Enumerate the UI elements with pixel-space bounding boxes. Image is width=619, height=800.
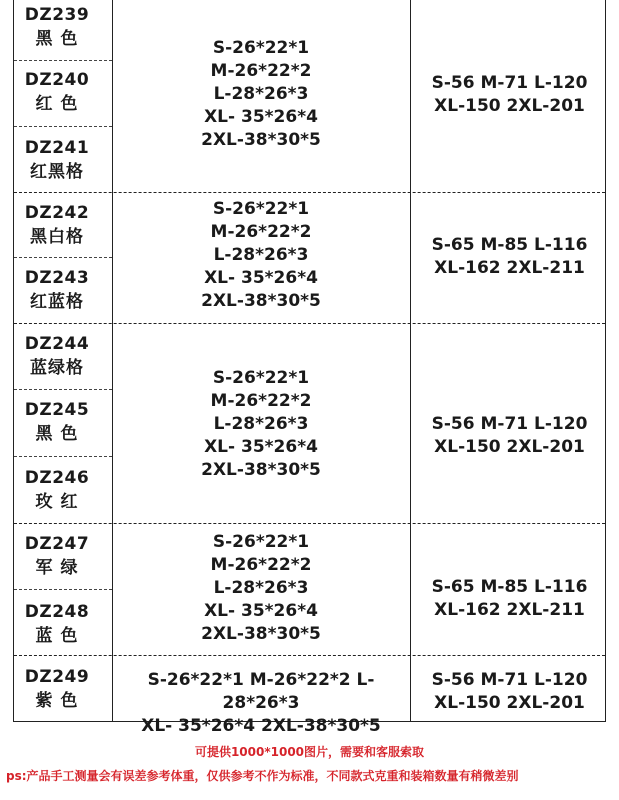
- weight-cell: [412, 576, 607, 622]
- product-code: DZ244: [24, 334, 90, 354]
- size-line: S-26*22*1: [212, 38, 310, 58]
- row-divider: [14, 257, 112, 258]
- size-cell: [112, 669, 410, 738]
- size-line: 2XL-38*30*5: [201, 624, 321, 644]
- product-code: DZ248: [24, 602, 90, 622]
- weight-line: XL-150 2XL-201: [434, 437, 585, 457]
- weight-line: S-56 M-71 L-120: [431, 73, 588, 93]
- size-line: L-28*26*3: [213, 245, 309, 265]
- size-line: M-26*22*2: [210, 222, 312, 242]
- product-code: DZ247: [24, 534, 90, 554]
- row-divider: [14, 126, 112, 127]
- column-divider: [410, 0, 411, 721]
- row-divider: [14, 389, 112, 390]
- size-line: M-26*22*2: [210, 391, 312, 411]
- color-name: 红蓝格: [30, 292, 84, 312]
- color-name: 玫 红: [35, 492, 79, 512]
- row-divider: [14, 60, 112, 61]
- color-name: 红 色: [35, 94, 79, 114]
- size-line: XL- 35*26*4 2XL-38*30*5: [141, 716, 381, 736]
- weight-line: XL-150 2XL-201: [434, 693, 585, 713]
- group-divider: [14, 655, 605, 656]
- weight-cell: [412, 669, 607, 715]
- weight-line: S-56 M-71 L-120: [431, 414, 588, 434]
- table-row: [14, 665, 100, 713]
- table-row: [14, 3, 100, 51]
- image-request-note: 可提供1000*1000图片，需要和客服索取: [194, 745, 425, 759]
- size-line: L-28*26*3: [213, 414, 309, 434]
- table-row: [14, 68, 100, 116]
- weight-cell: [412, 72, 607, 118]
- disclaimer-note: ps:产品手工测量会有误差参考体重，仅供参考不作为标准，不同款式克重和装箱数量有稍微差别: [6, 769, 519, 783]
- weight-cell: [412, 234, 607, 280]
- product-code: DZ239: [24, 5, 90, 25]
- size-cell: [112, 37, 410, 152]
- size-line: XL- 35*26*4: [204, 437, 318, 457]
- size-cell: [112, 531, 410, 646]
- color-name: 军 绿: [35, 558, 79, 578]
- weight-line: XL-162 2XL-211: [434, 600, 585, 620]
- color-name: 蓝 色: [35, 626, 79, 646]
- group-divider: [14, 323, 605, 324]
- color-name: 红黑格: [30, 162, 84, 182]
- weight-cell: [412, 413, 607, 459]
- size-line: XL- 35*26*4: [204, 107, 318, 127]
- group-divider: [14, 523, 605, 524]
- table-row: [14, 466, 100, 514]
- weight-line: S-65 M-85 L-116: [431, 235, 588, 255]
- size-line: XL- 35*26*4: [204, 268, 318, 288]
- row-divider: [14, 456, 112, 457]
- size-line: M-26*22*2: [210, 555, 312, 575]
- product-code: DZ242: [24, 203, 90, 223]
- table-row: [14, 398, 100, 446]
- table-row: [14, 266, 100, 314]
- size-line: M-26*22*2: [210, 61, 312, 81]
- table-row: [14, 600, 100, 648]
- size-line: 2XL-38*30*5: [201, 130, 321, 150]
- size-line: L-28*26*3: [213, 578, 309, 598]
- color-name: 黑 色: [35, 424, 79, 444]
- row-divider: [14, 589, 112, 590]
- weight-line: XL-150 2XL-201: [434, 96, 585, 116]
- table-row: [14, 136, 100, 184]
- product-code: DZ245: [24, 400, 90, 420]
- product-code: DZ240: [24, 70, 90, 90]
- weight-line: XL-162 2XL-211: [434, 258, 585, 278]
- size-line: XL- 35*26*4: [204, 601, 318, 621]
- size-line: 2XL-38*30*5: [201, 291, 321, 311]
- size-table: [13, 0, 606, 736]
- color-name: 黑白格: [30, 227, 84, 247]
- size-line: S-26*22*1: [212, 532, 310, 552]
- group-divider: [14, 192, 605, 193]
- weight-line: S-56 M-71 L-120: [431, 670, 588, 690]
- product-code: DZ243: [24, 268, 90, 288]
- table-row: [14, 332, 100, 380]
- color-name: 紫 色: [35, 691, 79, 711]
- size-line: 2XL-38*30*5: [201, 460, 321, 480]
- table-row: [14, 532, 100, 580]
- color-name: 黑 色: [35, 29, 79, 49]
- size-cell: [112, 198, 410, 313]
- table-row: [14, 201, 100, 249]
- product-code: DZ246: [24, 468, 90, 488]
- weight-line: S-65 M-85 L-116: [431, 577, 588, 597]
- color-name: 蓝绿格: [30, 358, 84, 378]
- product-code: DZ241: [24, 138, 90, 158]
- size-cell: [112, 367, 410, 482]
- size-line: S-26*22*1: [212, 368, 310, 388]
- product-code: DZ249: [24, 667, 90, 687]
- size-line: S-26*22*1 M-26*22*2 L-28*26*3: [147, 670, 375, 713]
- size-line: L-28*26*3: [213, 84, 309, 104]
- size-line: S-26*22*1: [212, 199, 310, 219]
